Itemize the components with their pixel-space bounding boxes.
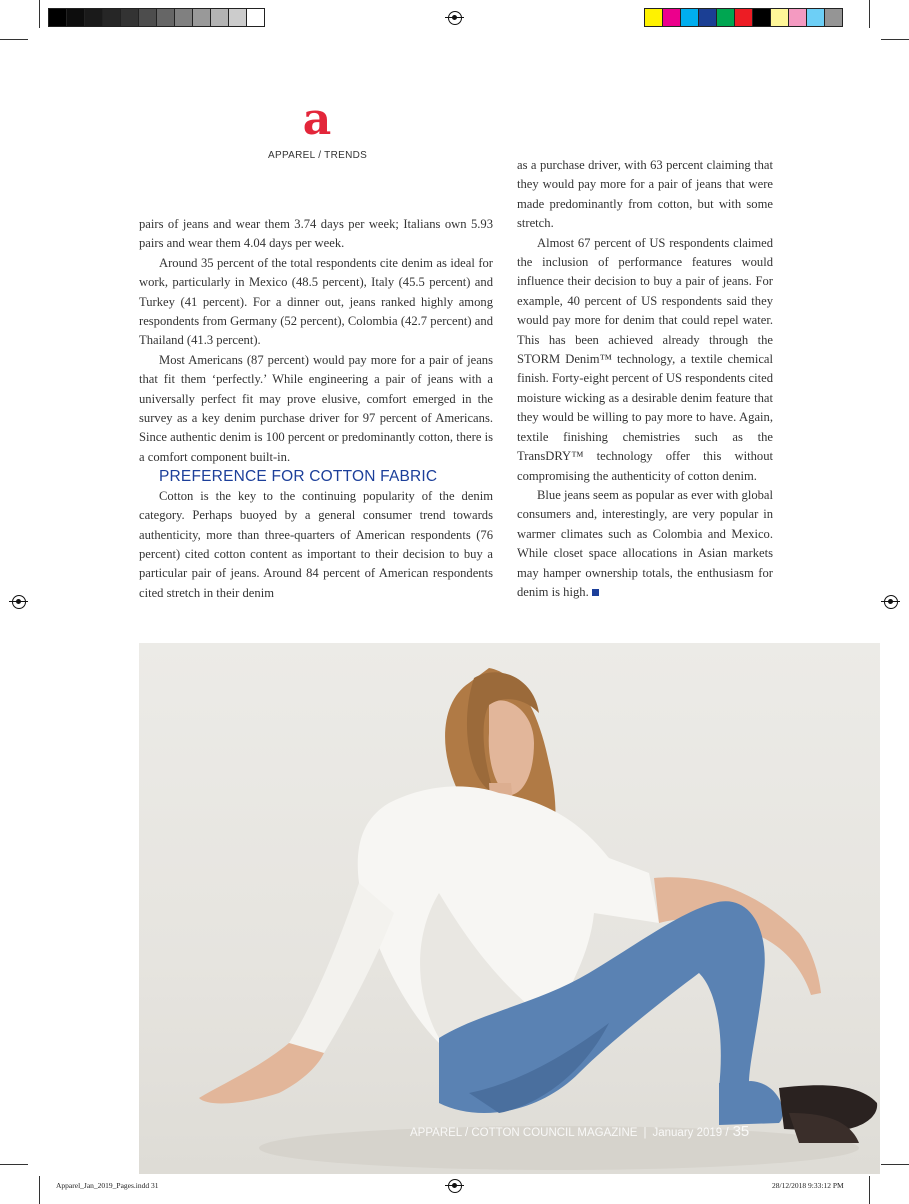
crop-mark bbox=[869, 0, 870, 28]
magazine-logo: a bbox=[302, 94, 332, 145]
section-label: APPAREL / TRENDS bbox=[268, 150, 368, 161]
color-swatch bbox=[210, 8, 229, 27]
crop-mark bbox=[39, 0, 40, 28]
registration-mark-right bbox=[884, 595, 898, 609]
color-swatch bbox=[102, 8, 121, 27]
color-swatch bbox=[752, 8, 771, 27]
footer-separator: | bbox=[643, 1127, 647, 1139]
paragraph: Around 35 percent of the total respondents cite denim as ideal for work, particularly in Mexico (48.5 percent), Italy (45.5 percent) and Turkey (41 percent). For a dinner out, jeans ranked highly among respondents from Germany (52 percent), Colombia (42.7 percent) and Thailand (41.3 percent). bbox=[139, 255, 493, 348]
left-hand bbox=[199, 1043, 324, 1103]
crop-mark bbox=[881, 1164, 909, 1165]
page-number: 35 bbox=[732, 1123, 750, 1140]
color-swatch bbox=[228, 8, 247, 27]
paragraph: Almost 67 percent of US respondents claimed the inclusion of performance features would influence their decision to buy a pair of jeans. For example, 40 percent of US respondents said they would pay more for denim that could repel water. This has been achieved already through the STORM Denim™ technology, a textile chemical finish. Forty-eight percent of US respondents cited moisture wicking as a desirable denim feature that they would be willing to pay more to have. Again, textile finishing chemistries such as the TransDRY™ technology offer this without compromising the authenticity of cotton denim. bbox=[517, 235, 773, 483]
color-swatch bbox=[138, 8, 157, 27]
crop-mark bbox=[0, 1164, 28, 1165]
color-swatch bbox=[246, 8, 265, 27]
paragraph: pairs of jeans and wear them 3.74 days per week; Italians own 5.93 pairs and wear them 4.04 days per week. bbox=[139, 217, 493, 251]
left-sleeve bbox=[289, 883, 394, 1053]
color-swatch bbox=[84, 8, 103, 27]
color-swatch bbox=[734, 8, 753, 27]
color-swatch bbox=[824, 8, 843, 27]
model-illustration bbox=[139, 643, 880, 1174]
crop-mark bbox=[881, 39, 909, 40]
color-swatch bbox=[698, 8, 717, 27]
color-swatch bbox=[716, 8, 735, 27]
color-swatch bbox=[644, 8, 663, 27]
color-swatch bbox=[174, 8, 193, 27]
end-mark-icon bbox=[592, 589, 599, 596]
paragraph: Most Americans (87 percent) would pay more for a pair of jeans that fit them ‘perfectly.’ While engineering a pair of jeans with a universally perfect fit may prove elusive, comfort emerged in the survey as a key denim purchase driver for 97 percent of Americans. Since authentic denim is 100 percent or predominantly cotton, there is a comfort component built-in. bbox=[139, 352, 493, 464]
paragraph bbox=[517, 486, 773, 602]
color-swatch bbox=[120, 8, 139, 27]
footer-slash: / bbox=[725, 1127, 729, 1139]
color-swatch bbox=[806, 8, 825, 27]
right-column bbox=[517, 156, 773, 602]
crop-mark bbox=[0, 39, 28, 40]
color-swatch bbox=[680, 8, 699, 27]
color-swatch-bar bbox=[645, 8, 843, 27]
color-swatch bbox=[788, 8, 807, 27]
gray-swatch-bar bbox=[49, 8, 265, 27]
model-photo bbox=[139, 643, 880, 1174]
issue-date: January 2019 bbox=[652, 1127, 723, 1139]
file-slug: Apparel_Jan_2019_Pages.indd 31 bbox=[56, 1181, 159, 1190]
lower-leg bbox=[719, 1081, 783, 1125]
crop-mark bbox=[869, 1176, 870, 1204]
crop-mark bbox=[39, 1176, 40, 1204]
magazine-name: APPAREL / COTTON COUNCIL MAGAZINE bbox=[410, 1127, 638, 1139]
color-swatch bbox=[66, 8, 85, 27]
timestamp-slug: 28/12/2018 9:33:12 PM bbox=[772, 1181, 844, 1190]
color-swatch bbox=[662, 8, 681, 27]
paragraph-text: Blue jeans seem as popular as ever with global consumers and, interestingly, are very popular in warmer climates such as Colombia and Mexico. While closet space allocations in Asian markets may hamper ownership totals, the enthusiasm for denim is high. bbox=[517, 487, 773, 599]
registration-mark-left bbox=[12, 595, 26, 609]
color-swatch bbox=[192, 8, 211, 27]
color-swatch bbox=[156, 8, 175, 27]
color-swatch bbox=[770, 8, 789, 27]
color-swatch bbox=[48, 8, 67, 27]
registration-mark-bottom bbox=[448, 1179, 462, 1193]
section-heading: PREFERENCE FOR COTTON FABRIC bbox=[159, 468, 438, 486]
left-column bbox=[139, 215, 493, 603]
paragraph: as a purchase driver, with 63 percent claiming that they would pay more for a pair of jeans that were made predominantly from cotton, but with some stretch. bbox=[517, 158, 773, 231]
paragraph: Cotton is the key to the continuing popularity of the denim category. Perhaps buoyed by a general consumer trend towards authenticity, more than three-quarters of American respondents (76 percent) cited cotton content as important to their decision to buy a particular pair of jeans. Around 84 percent of American respondents cited stretch in their denim bbox=[139, 488, 493, 600]
page-footer bbox=[410, 1123, 749, 1140]
registration-mark-top bbox=[448, 11, 462, 25]
